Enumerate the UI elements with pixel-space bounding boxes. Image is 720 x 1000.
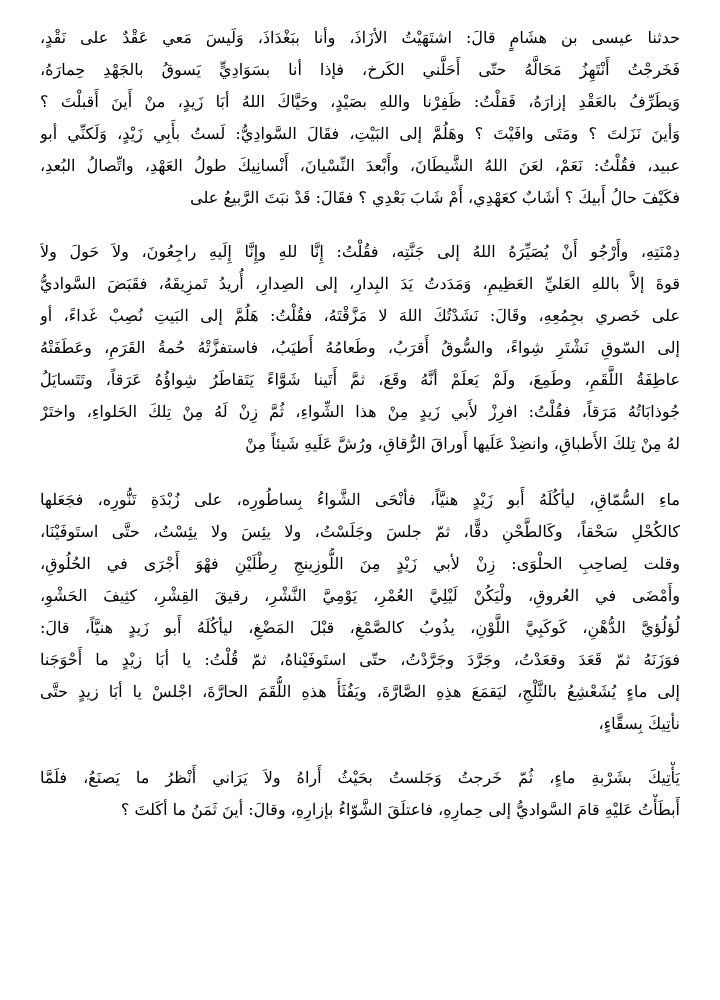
text-line: وقلت لِصاحِبِ الحلْوَى: زِنْ لأبي زَيْدٍ مِنَ اللُّوزِينجِ رِطْلَيْنِ فهْوَ أَجْرَى في الحُلُوقِ، — [40, 554, 680, 573]
text-line: دِمْنَتِهِ، وأَرْجُو أَنْ يُصَيِّرَهُ اللهُ إلى جَنَّتِه، فقُلْتُ: إِنَّا للهِ وإِنَّا إِلَيهِ راجِعُونَ، ولاَ حَولَ ولاَ — [40, 242, 680, 261]
text-line: إلى ماءٍ يُشَعْشِعُ بالثَّلْجِ، ليَقمَعَ هذِهِ الصَّارَّةَ، ويَفُثَأَ هذهِ اللُّقَمَ الحارَّةَ، اجْلسْ يا أبَا زيدٍ حتَّى — [40, 682, 680, 701]
text-line: وَيطَرِّفُ بالعَقْدِ إزارَهُ، فَقلْتُ: ظَفِرْنا واللهِ بصَيْدٍ، وحَيَّاكَ اللهُ أبَا زَيدٍ، منْ أَينَ أَقبلْتَ ؟ — [40, 92, 680, 111]
text-line: كالكُحْلِ سَحْقاً، وكَالطَّحْنِ دقًّا، ثمّ جلسَ وجَلَسْتُ، ولا يئِسَ ولا يئِسْتُ، حتَّى استَوفَيْنَا، — [40, 522, 680, 541]
text-line: ماءِ السُّمّاقِ، ليأكُلَهُ أَبو زَيْدٍ هنيَّاً، فأنْحَى الشَّواءُ بِساطُورِه، على زُبْدَةِ تَنُّورِه، فجَعَلها — [40, 490, 680, 509]
text-line: لهُ مِنْ تِلكَ الأَطباقِ، وانضِدْ عَلَيها أَوراقَ الرُّقاقِ، ورُشَّ عَلَيهِ شَيئاً مِنْ — [245, 434, 680, 453]
text-line: إلى السّوقِ نَشْتَرِ شِواءً، والسُّوقُ أَقرَبُ، وطَعامُهُ أَطيَبُ، فاستفزَّتْهُ حُمةُ القَرَمِ، وعَطَفَتْهُ — [40, 338, 680, 357]
text-line: فوَزَنَهُ ثمّ قَعَدَ وقعَدْتُ، وجَرَّدَ وجَرَّدْتُ، حتّى استَوفَيْناهُ، ثمّ قُلْتُ: يا أبَا زيْدٍ ما أَحْوَجَنا — [40, 650, 680, 669]
paragraph — [40, 236, 680, 460]
paragraph — [40, 484, 680, 740]
text-line: نأتِيكَ بِسقَّاءٍ، — [598, 714, 680, 733]
text-line: فكَيْفَ حالُ أَبيكَ ؟ أشَابٌ كعَهْدِي، أَمْ شَابَ بَعْدِي ؟ فقَالَ: قَدْ نبَتَ الرَّبيعُ على — [190, 188, 680, 207]
text-line: أَبطَأْتُ عَليْهِ قامَ السَّواديُّ إلى حِمارِهِ، فاعتلَقَ الشَّوّاءُ بإزارِهِ، وقالَ: أينَ ثَمَنُ ما أكَلتَ ؟ — [120, 800, 680, 819]
text-line: وأَمْضَى في العُروقِ، ولْيَكُنْ لَيْلِيَّ العُمْرِ، يَوْمِيَّ النَّشْرِ، رقيقَ القِشْرِ، كثِيفَ الحَشْوِ، — [40, 586, 680, 605]
text-line: حدثنا عيسى بن هشَامٍ قالَ: اشتَهَيْتُ الأزَاذَ، وأنا ببَغْدَاذَ، وَلَيسَ مَعي عَقْدٌ على نَقْدٍ، — [40, 28, 680, 47]
text-line: جُوذابَاتُهُ مَرَقاً، فقُلْتُ: افرِزْ لأَبي زَيدٍ مِنْ هذا الشِّواءِ، ثُمَّ زِنْ لَهُ مِنْ تِلكَ الحَلواءِ، واختَرْ — [40, 402, 680, 421]
text-line: عبيد، فقُلْتُ: نَعَمْ، لعَنَ اللهُ الشَّيطَانَ، وأَبْعدَ النِّسْيانَ، أَنْسانِيكَ طولُ العَهْدِ، واتِّصالُ البُعدِ، — [40, 156, 680, 175]
paragraph — [40, 762, 680, 826]
paragraph — [40, 22, 680, 214]
text-line: وَأينَ نَزَلتَ ؟ ومَتَى وافَيْتَ ؟ وهَلُمَّ إلى البَيْتِ، فقَالَ السَّوادِيُّ: لَستُ بأَبِي زَيْدٍ، وَلَكنِّي أبو — [40, 124, 680, 143]
text-line: عاطِفَةُ اللَّقَمِ، وطَمِعَ، ولَمْ يَعلَمْ أنَّهُ وقَعَ، ثمَّ أَتَينا شَوَّاءً يَتَقاطَرُ شِواؤُهُ عَرَقاً، وتَتَسايَلُ — [40, 370, 680, 389]
text-line: فَخَرجْتُ أَنْتَهِزُ مَحَالَّهُ حتّى أَحَلَّني الكَرخ، فإذا أنا بسَوَادِيٍّ يَسوقُ بالجَهْدِ حِمارَهُ، — [40, 60, 680, 79]
text-line: على خَصري بجِمُعِهِ، وقَالَ: نَشَدْتُكَ اللهَ لا مَزَّقْتَهُ، فقُلْتُ: هَلُمَّ إلى البَيتِ نُصِبْ غَداءً، أو — [40, 306, 680, 325]
text-line: يَأْتِيكَ بشَرْبةِ ماءٍ، ثُمّ خَرجتُ وَجَلستُ بحَيْثُ أَراهُ ولاَ يَرَاني أَنْظرُ ما يَصنَعُ، فلَمَّا — [40, 768, 680, 787]
text-line: لُؤلُؤيَّ الدُّهْنِ، كَوكَبِيَّ اللَّوْنِ، يذُوبُ كالصَّمْغِ، قبْلَ المَضْغِ، ليأكُلَهُ أَبو زَيدٍ هنيَّاً، قالَ: — [40, 618, 680, 637]
text-line: قوةَ إلاَّ باللهِ العَليِّ العَظِيمِ، وَمَدَدتُ يَدَ البِدارِ، إلى الصِدارِ، أُريدُ تَمزِيقَهُ، فقَبَضَ السَّواديُّ — [40, 274, 680, 293]
